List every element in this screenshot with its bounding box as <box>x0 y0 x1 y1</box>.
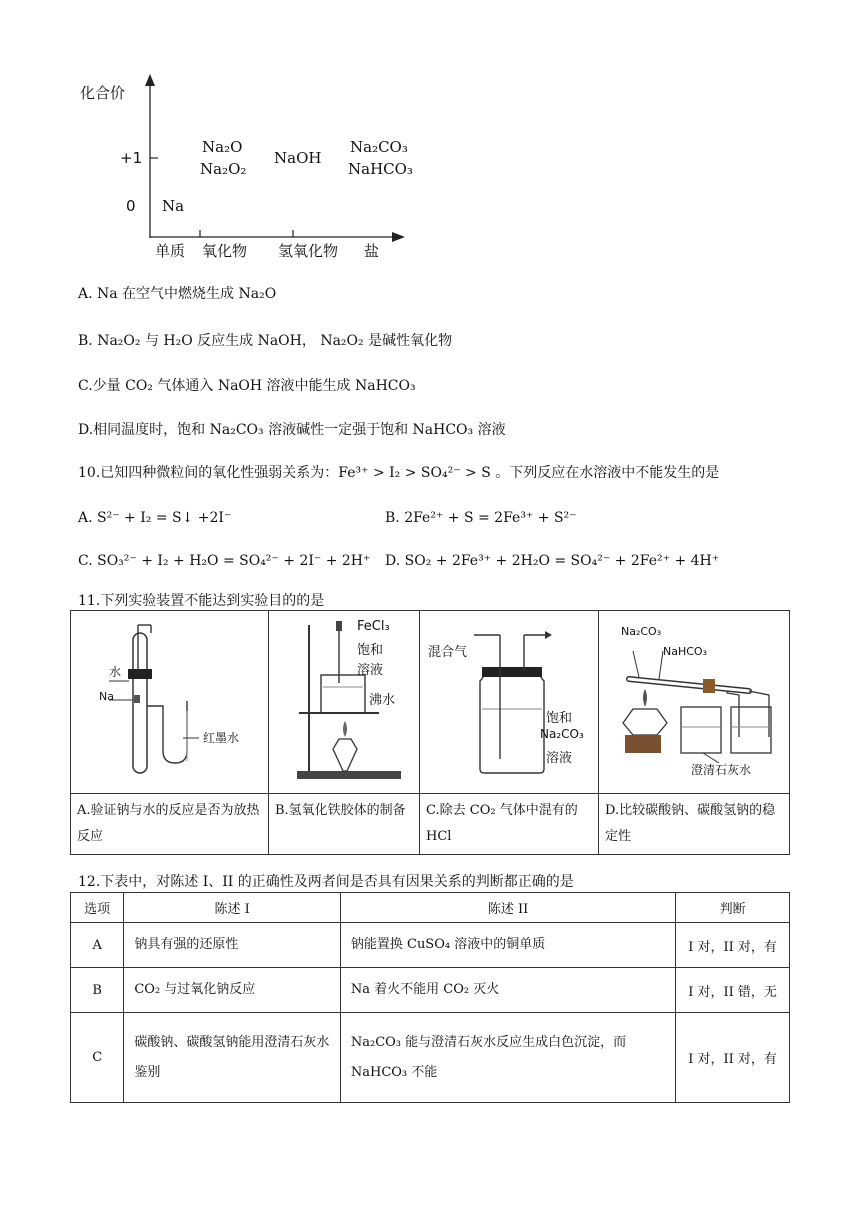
q10-option-a: A. S²⁻ + I₂ = S↓ +2I⁻ <box>78 510 232 526</box>
point-na2o2: Na₂O₂ <box>200 160 247 178</box>
row-c-judgement: I 对，II 对，有 <box>676 1013 790 1103</box>
row-b-statement-2: Na 着火不能用 CO₂ 灭火 <box>340 968 675 1013</box>
row-b-option: B <box>71 968 124 1013</box>
caption-a: A.验证钠与水的反应是否为放热反应 <box>71 794 269 855</box>
label-saturated: 饱和 <box>357 643 384 658</box>
label-solution: 溶液 <box>357 663 384 678</box>
label-red-ink: 红墨水 <box>203 731 240 745</box>
header-option: 选项 <box>71 893 124 923</box>
q9-option-d: D.相同温度时，饱和 Na₂CO₃ 溶液碱性一定强于饱和 NaHCO₃ 溶液 <box>78 422 506 438</box>
point-nahco3: NaHCO₃ <box>348 160 413 178</box>
q11-apparatus-table <box>70 610 790 855</box>
q9-option-b: B. Na₂O₂ 与 H₂O 反应生成 NaOH， Na₂O₂ 是碱性氧化物 <box>78 333 453 349</box>
caption-b: B.氢氧化铁胶体的制备 <box>269 794 420 855</box>
label-c-na2co3: Na₂CO₃ <box>540 727 584 741</box>
label-d-limewater: 澄清石灰水 <box>691 763 752 777</box>
row-a-judgement: I 对，II 对，有 <box>676 923 790 968</box>
header-statement-2: 陈述 II <box>340 893 675 923</box>
row-a-statement-2: 钠能置换 CuSO₄ 溶液中的铜单质 <box>340 923 675 968</box>
y-tick-0: 0 <box>126 197 136 215</box>
apparatus-b-drawing <box>269 611 419 789</box>
q9-option-c: C.少量 CO₂ 气体通入 NaOH 溶液中能生成 NaHCO₃ <box>78 378 416 394</box>
row-b-judgement: I 对，II 错，无 <box>676 968 790 1013</box>
label-na: Na <box>99 690 114 703</box>
label-fecl3: FeCl₃ <box>357 619 390 634</box>
apparatus-d <box>599 611 790 794</box>
header-statement-1: 陈述 I <box>124 893 341 923</box>
apparatus-a <box>71 611 269 794</box>
caption-c: C.除去 CO₂ 气体中混有的 HCl <box>420 794 599 855</box>
x-tick-oxide: 氧化物 <box>202 242 248 260</box>
row-b-statement-1: CO₂ 与过氧化钠反应 <box>124 968 341 1013</box>
q12-table <box>70 892 790 1103</box>
table-row <box>71 923 790 968</box>
valence-chart <box>78 70 418 270</box>
point-naoh: NaOH <box>274 149 322 167</box>
row-a-option: A <box>71 923 124 968</box>
row-c-statement-2: Na₂CO₃ 能与澄清石灰水反应生成白色沉淀，而 NaHCO₃ 不能 <box>340 1013 675 1103</box>
table-row <box>71 1013 790 1103</box>
table-row <box>71 968 790 1013</box>
y-tick-plus1: +1 <box>120 149 143 167</box>
q10-stem: 10.已知四种微粒间的氧化性强弱关系为：Fe³⁺ > I₂ > SO₄²⁻ > S 。下列反应在水溶液中不能发生的是 <box>78 465 720 481</box>
point-na: Na <box>162 197 185 215</box>
point-na2o: Na₂O <box>202 138 243 156</box>
apparatus-b <box>269 611 420 794</box>
table-header-row <box>71 893 790 923</box>
row-c-option: C <box>71 1013 124 1103</box>
q10-option-b: B. 2Fe²⁺ + S = 2Fe³⁺ + S²⁻ <box>385 510 577 526</box>
row-c-statement-1: 碳酸钠、碳酸氢钠能用澄清石灰水鉴别 <box>124 1013 341 1103</box>
label-c-solution: 溶液 <box>546 751 573 766</box>
label-water: 水 <box>109 665 122 679</box>
q12-stem: 12.下表中，对陈述 I、II 的正确性及两者间是否具有因果关系的判断都正确的是 <box>78 874 574 890</box>
q10-option-d: D. SO₂ + 2Fe³⁺ + 2H₂O = SO₄²⁻ + 2Fe²⁺ + 4H⁺ <box>385 553 720 569</box>
apparatus-c <box>420 611 599 794</box>
label-d-na2co3: Na₂CO₃ <box>621 625 662 638</box>
label-boiling-water: 沸水 <box>369 693 396 708</box>
label-c-saturated: 饱和 <box>546 711 573 726</box>
x-tick-element: 单质 <box>155 242 186 260</box>
y-axis-label: 化合价 <box>80 84 126 102</box>
x-tick-hydroxide: 氢氧化物 <box>278 242 339 260</box>
x-tick-salt: 盐 <box>364 242 380 260</box>
point-na2co3: Na₂CO₃ <box>350 138 408 156</box>
label-d-nahco3: NaHCO₃ <box>663 645 707 658</box>
q10-option-c: C. SO₃²⁻ + I₂ + H₂O = SO₄²⁻ + 2I⁻ + 2H⁺ <box>78 553 371 569</box>
q11-stem: 11.下列实验装置不能达到实验目的的是 <box>78 593 325 609</box>
row-a-statement-1: 钠具有强的还原性 <box>124 923 341 968</box>
label-mixed-gas: 混合气 <box>428 645 468 660</box>
header-judgement: 判断 <box>676 893 790 923</box>
q9-option-a: A. Na 在空气中燃烧生成 Na₂O <box>78 286 277 302</box>
caption-d: D.比较碳酸钠、碳酸氢钠的稳定性 <box>599 794 790 855</box>
